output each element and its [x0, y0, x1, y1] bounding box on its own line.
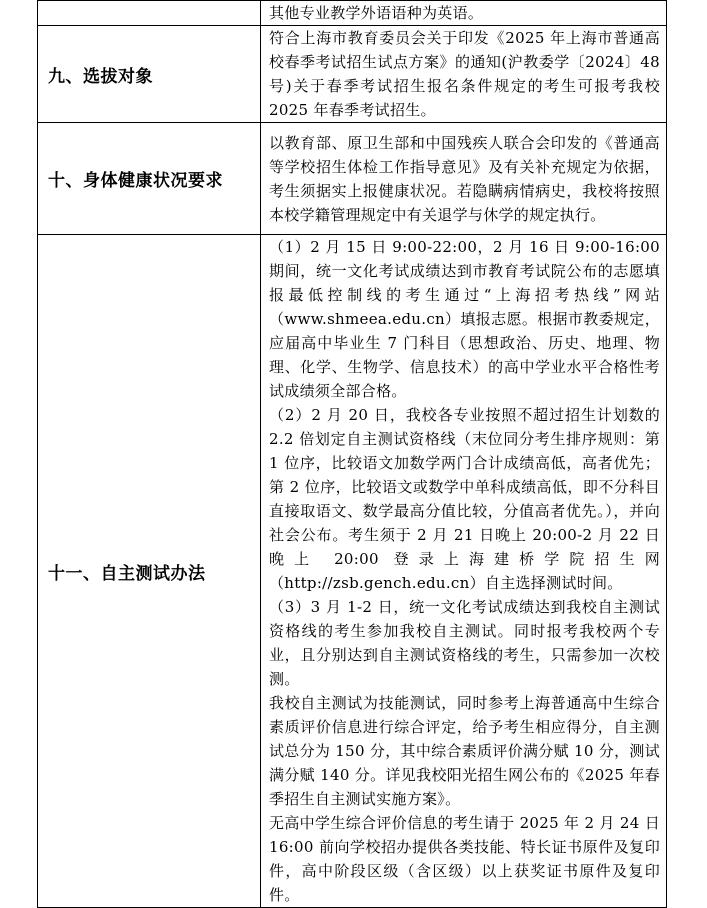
content-paragraph: 符合上海市教育委员会关于印发《2025 年上海市普通高校春季考试招生试点方案》的通知(沪教委学〔2024〕48 号)关于春季考试招生报名条件规定的考生可报考我校 2025 年春季考试招生。 — [269, 29, 660, 119]
content-paragraph: 我校自主测试为技能测试，同时参考上海普通高中生综合素质评价信息进行综合评定，给予考生相应得分，自主测试总分为 150 分，其中综合素质评价满分赋 10 分，测试满分赋 140 分。详见我校阳光招生网公布的《2025 年春季招生自主测试实施方案》。 — [269, 694, 660, 808]
row-label: 十、身体健康状况要求 — [38, 123, 261, 235]
table-row-language — [38, 1, 667, 26]
row-label: 十一、自主测试办法 — [38, 235, 261, 908]
row-label: 九、选拔对象 — [38, 26, 261, 123]
table-row-health-requirements — [38, 123, 667, 235]
content-paragraph: 无高中学生综合评价信息的考生请于 2025 年 2 月 24 日 16:00 前向学校招办提供各类技能、特长证书原件及复印件，高中阶段区级（含区级）以上获奖证书原件及复印件。 — [269, 814, 660, 904]
content-paragraph: 以教育部、原卫生部和中国残疾人联合会印发的《普通高等学校招生体检工作指导意见》及有关补充规定为依据，考生须据实上报健康状况。若隐瞒病情病史，我校将按照本校学籍管理规定中有关退学与休学的规定执行。 — [269, 133, 660, 224]
table-row-self-test-method — [38, 235, 667, 908]
content-paragraph: （1）2 月 15 日 9:00-22:00，2 月 16 日 9:00-16:00 期间，统一文化考试成绩达到市教育考试院公布的志愿填报最低控制线的考生通过“上海招考热线”网站（www.shmeea.edu.cn）填报志愿。根据市教委规定，应届高中毕业生 7 门科目（思想政治、历史、地理、物理、化学、生物学、信息技术）的高中学业水平合格性考试成绩须全部合格。 — [269, 238, 660, 400]
table-row-selection-target — [38, 26, 667, 123]
row-content — [261, 26, 667, 123]
row-content — [261, 235, 667, 908]
row-label — [38, 1, 261, 26]
content-paragraph: （3）3 月 1-2 日，统一文化考试成绩达到我校自主测试资格线的考生参加我校自主测试。同时报考我校两个专业，且分别达到自主测试资格线的考生，只需参加一次校测。 — [269, 598, 660, 688]
content-paragraph: （2）2 月 20 日，我校各专业按照不超过招生计划数的 2.2 倍划定自主测试资格线（末位同分考生排序规则：第 1 位序，比较语文加数学两门合计成绩高低，高者优先；第 2 位序，比较语文或数学中单科成绩高低，即不分科目直接取语文、数学最高分值比较，分值高者优先。），并向社会公布。考生须于 2 月 21 日晚上 20:00-2 月 22 日晚上 20:00 登录上海建桥学院招生网（http://zsb.gench.edu.cn）自主选择测试时间。 — [269, 406, 660, 592]
row-content — [261, 1, 667, 26]
content-paragraph: 其他专业教学外语语种为英语。 — [269, 4, 484, 22]
admission-info-table — [37, 0, 667, 908]
row-content — [261, 123, 667, 235]
